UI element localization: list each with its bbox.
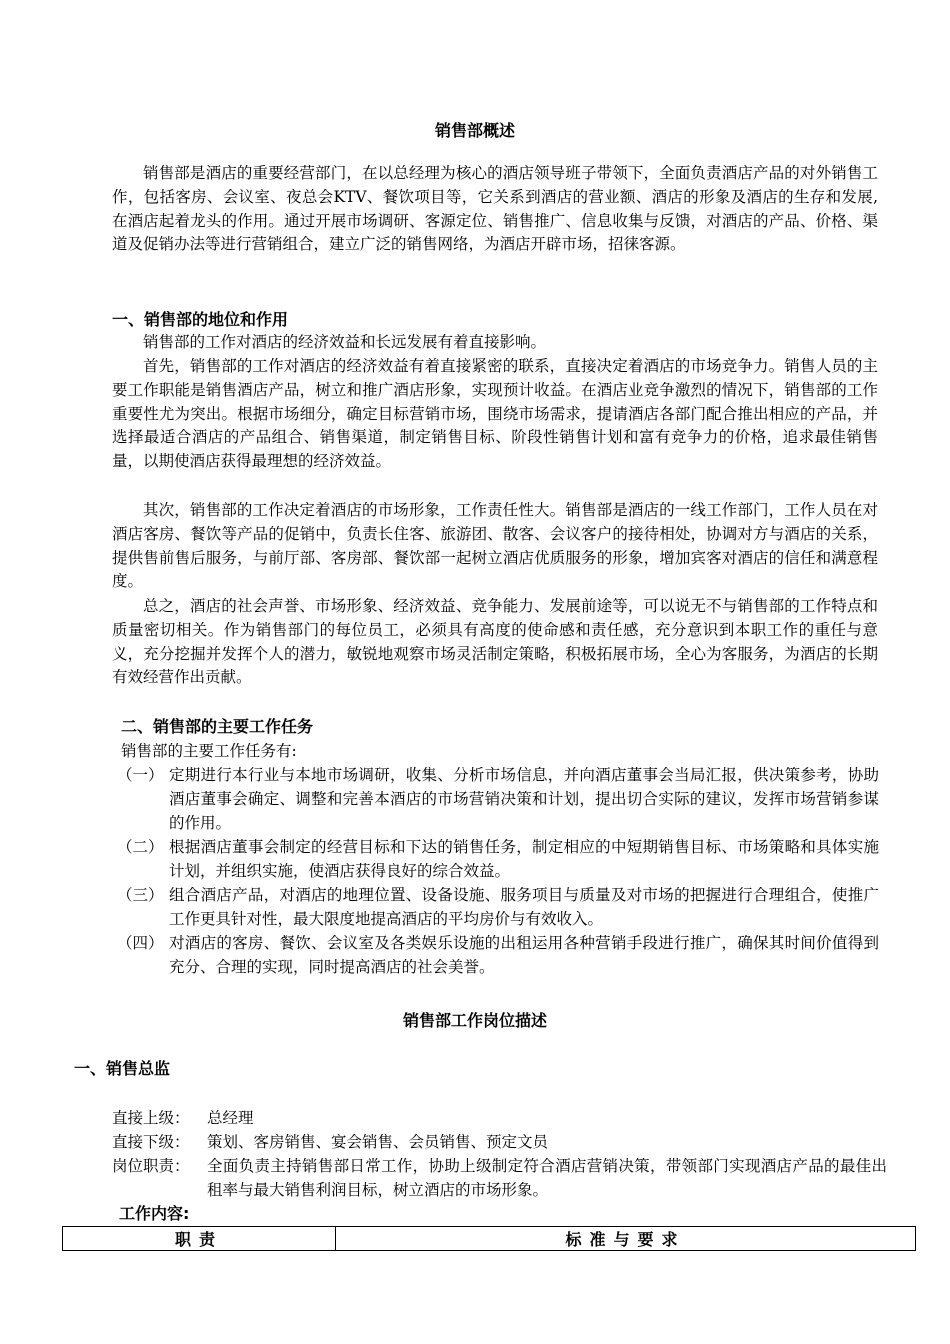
task-item-text: 对酒店的客房、餐饮、会议室及各类娱乐设施的出租运用各种营销手段进行推广，确保其时间价值得到充分、合理的实现，同时提高酒店的社会美誉。	[169, 934, 879, 976]
duty-value: 全面负责主持销售部日常工作，协助上级制定符合酒店营销决策，带领部门实现酒店产品的最佳出租率与最大销售利润目标，树立酒店的市场形象。	[207, 1157, 887, 1199]
section1-paragraph-2: 其次，销售部的工作决定着酒店的市场形象，工作责任性大。销售部是酒店的一线工作部门，工作人员在对酒店客房、餐饮等产品的促销中，负责长住客、旅游团、散客、会议客户的接待相处，协调对方与酒店的关系，提供售前售后服务，与前厅部、客房部、餐饮部一起树立酒店优质服务的形象，增加宾客对酒店的信任和满意程度。	[112, 501, 878, 591]
task-item-text: 根据酒店董事会制定的经营目标和下达的销售任务，制定相应的中短期销售目标、市场策略和具体实施计划，并组织实施，使酒店获得良好的综合效益。	[169, 838, 879, 880]
overview-title: 销售部概述	[434, 121, 515, 140]
superior-value: 总经理	[207, 1109, 254, 1127]
duty-label: 岗位职责：	[112, 1157, 190, 1175]
task-item-text: 定期进行本行业与本地市场调研，收集、分析市场信息，并向酒店董事会当局汇报，供决策参考，协助酒店董事会确定、调整和完善本酒店的市场营销决策和计划，提出切合实际的建议，发挥市场营销参谋的作用。	[169, 766, 879, 832]
section2-lead: 销售部的主要工作任务有:	[121, 742, 297, 760]
standard-column-header: 标准与要求	[336, 1227, 916, 1251]
section1-paragraph-3: 总之，酒店的社会声誉、市场形象、经济效益、竞争能力、发展前途等，可以说无不与销售部的工作特点和质量密切相关。作为销售部门的每位员工，必须具有高度的使命感和责任感，充分意识到本职工作的重任与意义，充分挖掘并发挥个人的潜力，敏锐地观察市场灵活制定策略，积极拓展市场，全心为客服务，为酒店的长期有效经营作出贡献。	[112, 597, 878, 687]
duty-table	[62, 1226, 916, 1251]
overview-paragraph: 销售部是酒店的重要经营部门，在以总经理为核心的酒店领导班子带领下，全面负责酒店产品的对外销售工作，包括客房、会议室、夜总会KTV、餐饮项目等，它关系到酒店的营业额、酒店的形象及酒店的生存和发展,在酒店起着龙头的作用。通过开展市场调研、客源定位、销售推广、信息收集与反馈，对酒店的产品、价格、渠道及促销办法等进行营销组合，建立广泛的销售网络，为酒店开辟市场，招徕客源。	[112, 164, 878, 254]
subordinate-value: 策划、客房销售、宴会销售、会员销售、预定文员	[207, 1133, 549, 1151]
task-item-text: 组合酒店产品，对酒店的地理位置、设备设施、服务项目与质量及对市场的把握进行合理组合，使推广工作更具针对性，最大限度地提高酒店的平均房价与有效收入。	[169, 886, 879, 928]
content-label: 工作内容:	[119, 1204, 190, 1223]
section1-lead: 销售部的工作对酒店的经济效益和长远发展有着直接影响。	[143, 333, 547, 351]
section2-heading: 二、销售部的主要工作任务	[121, 717, 314, 736]
task-item-number: （三）	[117, 886, 164, 904]
task-item-number: （一）	[117, 766, 164, 784]
positions-title: 销售部工作岗位描述	[402, 1011, 547, 1030]
duty-column-header: 职责	[63, 1227, 336, 1251]
task-item-number: （四）	[117, 934, 164, 952]
superior-label: 直接上级：	[112, 1109, 190, 1127]
section1-paragraph-1: 首先，销售部的工作对酒店的经济效益有着直接紧密的联系，直接决定着酒店的市场竞争力。销售人员的主要工作职能是销售酒店产品，树立和推广酒店形象，实现预计收益。在酒店业竞争激烈的情况下，销售部的工作重要性尤为突出。根据市场细分，确定目标营销市场，围绕市场需求，提请酒店各部门配合推出相应的产品，并选择最适合酒店的产品组合、销售渠道，制定销售目标、阶段性销售计划和富有竞争力的价格，追求最佳销售量，以期使酒店获得最理想的经济效益。	[112, 357, 878, 471]
duty-table-header-row	[63, 1227, 916, 1251]
position-heading: 一、销售总监	[74, 1059, 171, 1078]
section1-heading: 一、销售部的地位和作用	[112, 310, 289, 329]
task-item-number: （二）	[117, 838, 164, 856]
subordinate-label: 直接下级：	[112, 1133, 190, 1151]
